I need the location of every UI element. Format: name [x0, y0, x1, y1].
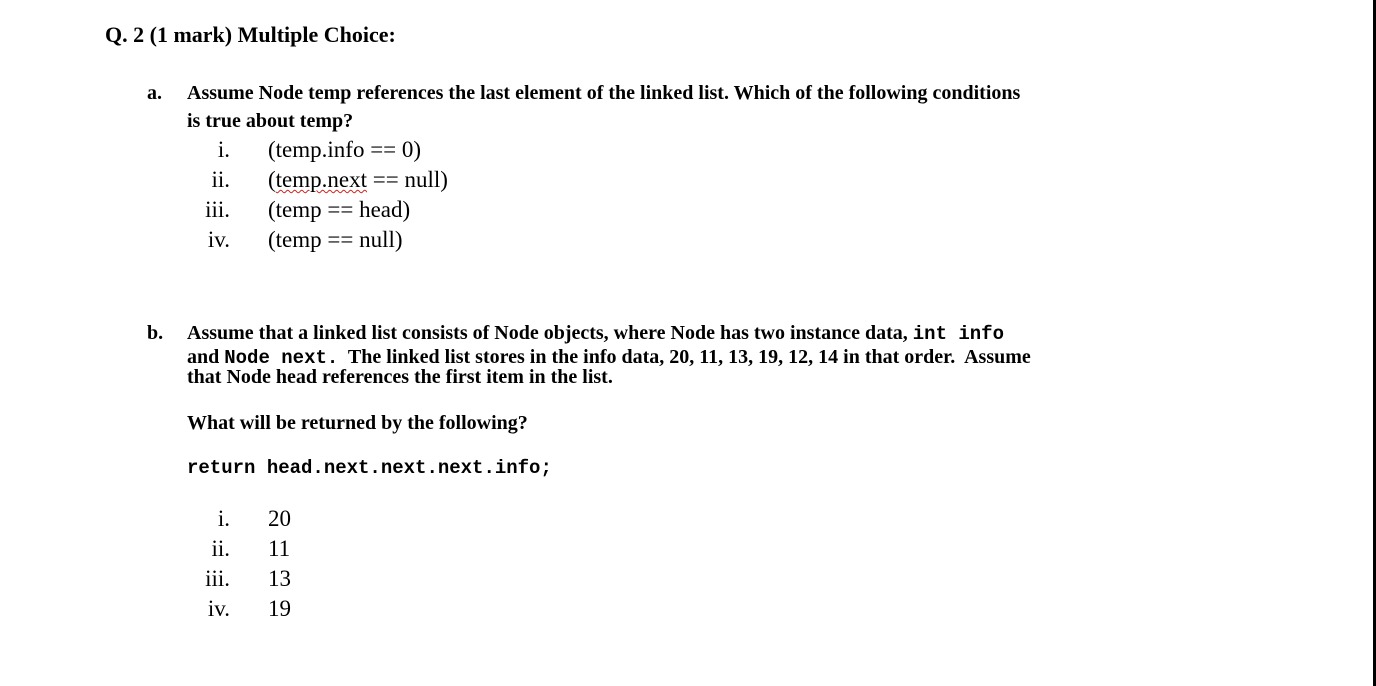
- question-title: Q. 2 (1 mark) Multiple Choice:: [105, 22, 396, 47]
- part-a-option-4-number: iv.: [207, 227, 230, 252]
- part-a-option-1-number: i.: [217, 137, 230, 162]
- part-b-prompt: What will be returned by the following?: [187, 412, 528, 434]
- part-b-option-3-text: 13: [268, 566, 291, 591]
- part-b-line-1-code: int info: [912, 323, 1004, 345]
- part-b-line-2-text-a: and: [187, 346, 225, 368]
- part-a-option-1-text: (temp.info == 0): [268, 137, 422, 162]
- spellcheck-underlined-term: temp.next: [275, 167, 368, 192]
- part-b-option-2-text: 11: [268, 536, 291, 561]
- part-b-line-2-text-b: The linked list stores in the info data, 20, 11, 13, 19, 12, 14 in that order. Assume: [338, 346, 1031, 368]
- part-a-option-3-number: iii.: [205, 197, 230, 222]
- part-b-line-1-text: Assume that a linked list consists of Node objects, where Node has two instance data,: [187, 322, 913, 344]
- part-a-line-2: is true about temp?: [187, 110, 354, 132]
- part-b-option-1-number: i.: [217, 506, 230, 531]
- part-b-option-1-text: 20: [268, 506, 291, 531]
- part-b-option-4-text: 19: [268, 596, 291, 621]
- part-b-option-4-number: iv.: [207, 596, 230, 621]
- part-a-letter: a.: [147, 82, 162, 104]
- part-b-option-2-number: ii.: [211, 536, 230, 561]
- code-snippet: return head.next.next.next.info;: [187, 457, 552, 479]
- part-b-line-3: that Node head references the first item in the list.: [187, 366, 613, 388]
- part-b-line-2-code: Node next.: [224, 347, 339, 369]
- part-a-option-2-open-paren: (: [268, 167, 276, 192]
- part-b-option-3-number: iii.: [205, 566, 230, 591]
- part-a-option-3-text: (temp == head): [268, 197, 411, 222]
- part-b-line-1: [187, 322, 1004, 345]
- part-b-letter: b.: [147, 322, 164, 344]
- part-a-option-2-text: [268, 167, 448, 193]
- part-a-option-2-number: ii.: [211, 167, 230, 192]
- part-a-line-1: Assume Node temp references the last element of the linked list. Which of the following conditions: [187, 82, 1021, 104]
- part-a-option-2-rest: == null): [367, 167, 448, 192]
- part-a-option-4-text: (temp == null): [268, 227, 403, 252]
